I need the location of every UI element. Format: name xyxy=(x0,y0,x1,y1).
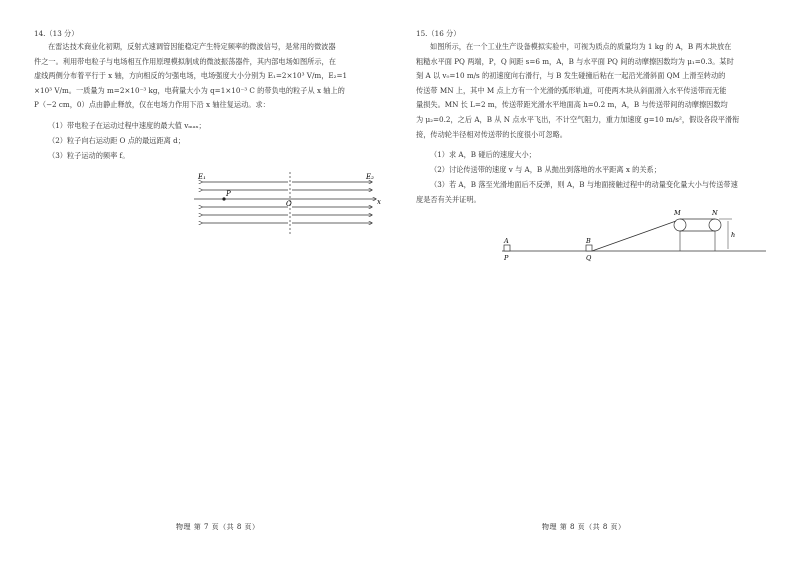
q14-item-3: （3）粒子运动的频率 f。 xyxy=(48,151,130,160)
q15-line: 为 μ₂=0.2，之后 A，B 从 N 点水平飞出，不计空气阻力，重力加速度 g=10 m/s²，假设各段平滑衔 xyxy=(416,114,740,124)
q15-item-3-cont: 度是否有关并证明。 xyxy=(416,195,481,204)
q15-item-1: （1）求 A，B 碰后的速度大小； xyxy=(430,150,536,159)
q15-line: 接，传动轮半径相对传送带的长度很小可忽略。 xyxy=(416,129,567,139)
label-a: A xyxy=(504,237,509,245)
q14-line: 在雷达技术商业化初期，反射式速调管因能稳定产生特定频率的微波信号，是常用的微波器 xyxy=(48,42,336,51)
q14-title: 14.（13 分） xyxy=(34,29,79,38)
q14-line: 件之一。利用带电粒子与电场相互作用原理模拟制成的微波振荡器件，其内部电场如图所示，在 xyxy=(34,56,336,66)
block-b xyxy=(586,245,592,251)
q15-conveyor-figure xyxy=(500,205,796,267)
footer-page-8: 物理 第 8 页（共 8 页） xyxy=(542,523,626,531)
q14-field-figure xyxy=(190,168,390,238)
q15-item-2: （2）讨论传送带的速度 v 与 A，B 从抛出到落地的水平距离 x 的关系； xyxy=(430,165,661,174)
q15-line: 量损失。MN 长 L=2 m，传送带距光滑水平地面高 h=0.2 m，A，B 与传送带间的动摩擦因数均 xyxy=(416,100,728,110)
q15-line: 刻 A 以 v₀=10 m/s 的初速度向右滑行，与 B 发生碰撞后粘在一起沿光滑斜面 QM 上滑至转动的 xyxy=(416,71,726,81)
label-p: P xyxy=(226,190,231,198)
q15-item-3: （3）若 A，B 落至光滑地面后不反弹，则 A，B 与地面接触过程中的动量变化量大小与传送带速 xyxy=(430,180,738,189)
label-e1: E₁ xyxy=(198,173,206,181)
q15-line: 粗糙水平面 PQ 两端，P，Q 间距 s=6 m，A，B 与水平面 PQ 间的动摩擦因数均为 μ₁=0.3。某时 xyxy=(416,56,734,66)
label-p: P xyxy=(504,254,509,262)
incline-qm xyxy=(592,221,676,251)
label-h: h xyxy=(731,231,736,239)
q14-line: 虚线两侧分布着平行于 x 轴，方向相反的匀强电场，电场强度大小分别为 E₁=2×10³ V/m，E₂=1 xyxy=(34,71,348,81)
e2-field-lines xyxy=(292,182,372,223)
label-n: N xyxy=(712,209,718,217)
conveyor-belt xyxy=(674,219,721,231)
block-a xyxy=(504,245,510,251)
q14-body xyxy=(34,40,384,113)
q14-item-2: （2）粒子向右运动距 O 点的最远距离 d； xyxy=(48,136,185,145)
footer-page-7: 物理 第 7 页（共 8 页） xyxy=(176,523,260,531)
q14-item-1: （1）带电粒子在运动过程中速度的最大值 vₘₐₓ； xyxy=(48,121,206,130)
label-m: M xyxy=(674,209,681,217)
q15-body xyxy=(416,40,784,142)
label-e2: E₂ xyxy=(366,173,374,181)
q14-line: P（−2 cm，0）点由静止释放，仅在电场力作用下沿 x 轴往复运动。求： xyxy=(34,100,270,110)
label-b: B xyxy=(586,237,591,245)
q15-title: 15.（16 分） xyxy=(416,29,461,38)
q14-line: ×10³ V/m。一质量为 m=2×10⁻³ kg，电荷量大小为 q=1×10⁻³ C 的带负电的粒子从 x 轴上的 xyxy=(34,85,345,95)
e1-field-lines xyxy=(202,182,288,223)
q15-line: 如图所示，在一个工业生产设备模拟实验中，可视为质点的质量均为 1 kg 的 A，B 两木块放在 xyxy=(430,42,732,51)
label-x: x xyxy=(377,198,381,206)
page-8 xyxy=(400,0,800,566)
label-o: O xyxy=(286,200,292,208)
q15-line: 传送带 MN 上，其中 M 点上方有一个光滑的弧形轨道，可使两木块从斜面滑入水平传送带而无能 xyxy=(416,85,727,95)
label-q: Q xyxy=(586,254,592,262)
